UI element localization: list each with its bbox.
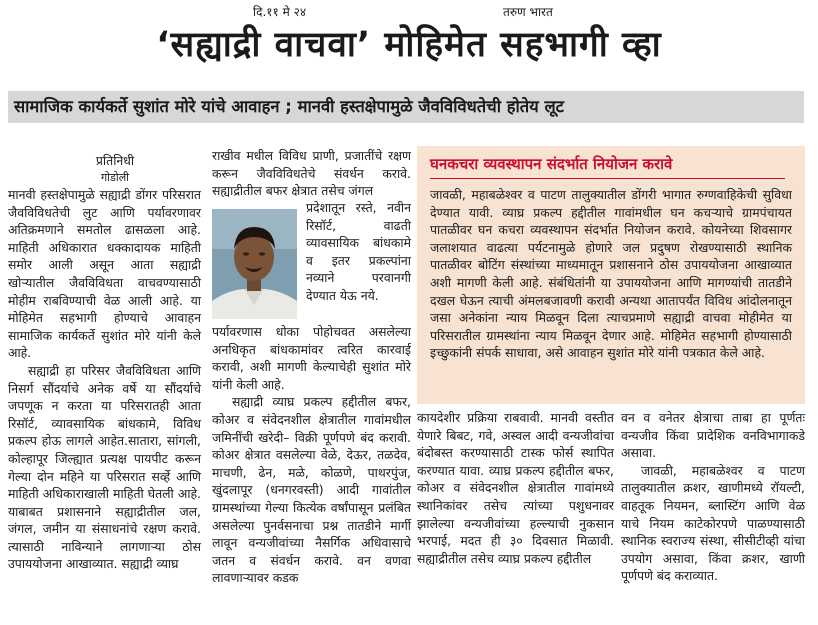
sidebar-box-rule xyxy=(430,178,785,179)
column-2-paragraph: सह्याद्री व्याघ्र प्रकल्प हद्दीतील बफर, कोअर व संवेदनशील क्षेत्रातील गावांमधील जमिनींची खरेदी– विक्री पूर्णपणे बंद करावी. कोअर क्षेत्रात वसलेल्या वेळे, देऊर, तळदेव, माचणी, ढेन, मळे, कोळणे, पाथरपुंज, खुंदलापूर (धनगरवस्ती) आदी गावांतील ग्रामस्थांच्या गेल्या कित्येक वर्षांपासून प्रलंबित असलेल्या पुनर्वसनाचा प्रश्न तातडीने मार्गी लावून वन्यजीवांच्या नैसर्गिक अधिवासाचे जतन व संवर्धन करावे. वन वणवा लावणाऱ्यावर कडक xyxy=(212,394,411,586)
column-2-top: राखीव मधील विविध प्राणी, प्रजातींचे रक्षण करून जैवविविधतेचे संवर्धन करावे. सह्याद्रीतील बफर क्षेत्रात तसेच जंगल xyxy=(212,148,411,199)
portrait-photo xyxy=(212,209,297,319)
column-4-paragraph: जावळी, महाबळेश्वर व पाटण तालुक्यातील क्रशर, खाणीमध्ये रॉयल्टी, वाहतूक नियमन, ब्लास्टिंग आणि वेळ याचे नियम काटेकोरपणे पाळण्यासाठी स्थानिक स्वराज्य संस्था, सीसीटीव्ही यांचा उपयोग असावा, किंवा क्रशर, खाणी पूर्णपणे बंद कराव्यात. xyxy=(621,462,805,584)
sidebar-box-title: घनकचरा व्यवस्थापन संदर्भात नियोजन करावे xyxy=(430,155,673,173)
newspaper-name: तरुण भारत xyxy=(503,5,553,19)
byline-place: गोडोली xyxy=(100,171,130,184)
person-photo-icon xyxy=(212,209,297,319)
subheadline: सामाजिक कार्यकर्ते सुशांत मोरे यांचे आवाहन ; मानवी हस्तक्षेपामुळे जैवविविधतेची होतेय लूट xyxy=(14,97,564,116)
column-4 xyxy=(621,409,805,585)
column-2-bottom xyxy=(212,323,411,587)
column-3: कायदेशीर प्रक्रिया राबवावी. मानवी वस्तीत येणारे बिबट, गवे, अस्वल आदी वन्यजीवांचा बंदोबस्त करण्यासाठी टास्क फोर्स स्थापित करण्यात यावा. व्याघ्र प्रकल्प हद्दीतील बफर, कोअर व संवेदनशील क्षेत्रातील गावांमध्ये स्थानिकांवर तसेच त्यांच्या पशुधनावर झालेल्या वन्यजीवांच्या हल्ल्याची नुकसान भरपाई, मदत ही ३० दिवसात मिळावी. सह्याद्रीतील तसेच व्याघ्र प्रकल्प हद्दीतील xyxy=(417,410,614,566)
sidebar-box-text: जावळी, महाबळेश्वर व पाटण तालुक्यातील डोंगरी भागात रुग्णवाहिकेची सुविधा देण्यात यावी. व्याघ्र प्रकल्प हद्दीतील गावांमधील घन कचऱ्याचे ग्रामपंचायत पातळीवर घन कचरा व्यवस्थापन संदर्भात नियोजन करावे. कोयनेच्या शिवसागर जलाशयात वाढत्या पर्यटनामुळे होणारे जल प्रदुषण रोखण्यासाठी स्थानिक पातळीवर बोटिंग संस्थांच्या माध्यमातून प्रशासनाने ठोस उपाययोजना आखाव्यात अशी मागणी केली आहे. संबंधितांनी या उपाययोजना आणि मागण्यांची तातडीने दखल घेऊन त्याची अंमलबजावणी करावी अन्यथा आतापर्यंत विविध आंदोलनातून जसा अनेकांना न्याय मिळवून दिला त्याचप्रमाणे सह्याद्री वाचवा मोहीमेत या परिसरातील ग्रामस्थांना न्याय मिळवून देणार आहे. मोहिमेत सहभागी होण्यासाठी इच्छुकांनी संपर्क साधावा, असे आवाहन सुशांत मोरे यांनी पत्रकात केले आहे. xyxy=(430,187,792,361)
column-1-paragraph: मानवी हस्तक्षेपामुळे सह्याद्री डोंगर परिसरात जैवविविधतेची लुट आणि पर्यावरणावर अतिक्रमणाने समतोल ढासळला आहे. माहिती अधिकारात धक्कादायक माहिती समोर आली असून आता सह्याद्री खोऱ्यातील जैवविविधता वाचवण्यासाठी मोहीम राबविण्याची वेळ आली आहे. या मोहिमेत सहभागी होण्याचे आवाहन सामाजिक कार्यकर्ते सुशांत मोरे यांनी केले आहे. xyxy=(8,187,201,361)
byline xyxy=(40,152,190,186)
column-2-beside-photo: प्रदेशातून रस्ते, नवीन रिसॉर्ट, वाढती व्यावसायिक बांधकामे व इतर प्रकल्पांना नव्याने परवानगी देण्यात येऊ नये. xyxy=(306,200,411,303)
column-4-paragraph: वन व वनेतर क्षेत्राचा ताबा हा पूर्णतः वन्यजीव किंवा प्रादेशिक वनविभागाकडे असावा. xyxy=(621,410,805,461)
headline: ‘सह्याद्री वाचवा’ मोहिमेत सहभागी व्हा xyxy=(156,25,662,65)
date-line: दि.११ मे २४ xyxy=(253,5,307,19)
column-1 xyxy=(8,186,201,573)
column-1-paragraph: सह्याद्री हा परिसर जैवविविधता आणि निसर्ग सौंदर्याचे अनेक वर्षे या सौंदर्याचे जपणूक न करता या परिसरातही आता रिसॉर्ट, व्यावसायिक बांधकामे, विविध प्रकल्प होऊ लागले आहेत.सातारा, सांगली, कोल्हापूर जिल्ह्यात प्रत्यक्ष पायपीट करून गेल्या दोन महिने या परिसरात सर्व्हे आणि माहिती अधिकाराखाली माहिती घेतली आहे. याबाबत प्रशासनाने सह्याद्रीतील जल, जंगल, जमीन या संसाधनांचे रक्षण करावे. त्यासाठी नाविन्याने लागणाऱ्या ठोस उपाययोजना आखाव्यात. सह्याद्री व्याघ्र xyxy=(8,362,201,572)
byline-reporter: प्रतिनिधी xyxy=(95,153,135,168)
column-2-paragraph: पर्यावरणास धोका पोहोचवत असलेल्या अनधिकृत बांधकामांवर त्वरित कारवाई करावी, अशी मागणी केल्याचेही सुशांत मोरे यांनी केली आहे. xyxy=(212,324,411,392)
